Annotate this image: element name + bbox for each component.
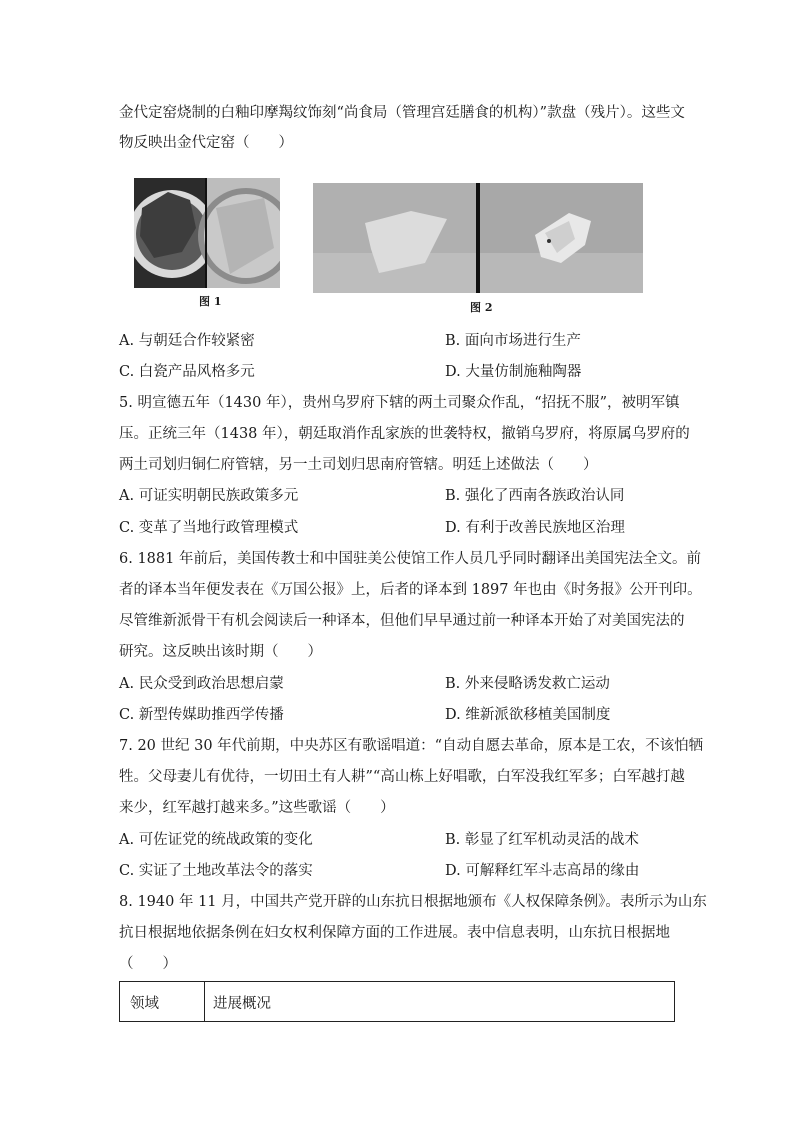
q4-option-d[interactable]: D. 大量仿制施釉陶器 <box>445 364 582 380</box>
q6-option-a[interactable]: A. 民众受到政治思想启蒙 <box>119 676 284 692</box>
q7-option-d[interactable]: D. 可解释红军斗志高昂的缘由 <box>445 863 640 879</box>
q5-option-d[interactable]: D. 有利于改善民族地区治理 <box>445 520 625 536</box>
q7-option-a[interactable]: A. 可佐证党的统战政策的变化 <box>119 832 313 848</box>
q7-stem-line-1: 7. 20 世纪 30 年代前期，中央苏区有歌谣唱道：“自动自愿去革命，原本是工农，不该怕牺 <box>119 738 704 754</box>
q7-stem-line-3: 来少，红军越打越来多。”这些歌谣（ ） <box>119 800 395 816</box>
q8-stem-line-2: 抗日根据地依据条例在妇女权利保障方面的工作进展。表中信息表明，山东抗日根据地 <box>119 925 670 941</box>
q5-stem-line-3: 两土司划归铜仁府管辖，另一土司划归思南府管辖。明廷上述做法（ ） <box>119 457 598 473</box>
figure-2-image <box>313 183 643 293</box>
figure-2-photo <box>313 183 643 293</box>
q5-option-a[interactable]: A. 可证实明朝民族政策多元 <box>119 488 299 504</box>
q6-option-b[interactable]: B. 外来侵略诱发救亡运动 <box>445 676 610 692</box>
q5-stem-line-2: 压。正统三年（1438 年），朝廷取消作乱家族的世袭特权，撤销乌罗府，将原属乌罗府的 <box>119 426 690 442</box>
q6-option-d[interactable]: D. 维新派欲移植美国制度 <box>445 707 611 723</box>
q6-stem-line-3: 尽管维新派骨干有机会阅读后一种译本，但他们早早通过前一种译本开始了对美国宪法的 <box>119 613 685 629</box>
figure-1-caption: 图 1 <box>199 295 222 308</box>
q6-stem-line-4: 研究。这反映出该时期（ ） <box>119 644 322 660</box>
q4-option-a[interactable]: A. 与朝廷合作较紧密 <box>119 333 255 349</box>
q4-option-b[interactable]: B. 面向市场进行生产 <box>445 333 581 349</box>
q5-option-b[interactable]: B. 强化了西南各族政治认同 <box>445 488 625 504</box>
q6-stem-line-2: 者的译本当年便发表在《万国公报》上，后者的译本到 1897 年也由《时务报》公开刊印。 <box>119 582 702 598</box>
q5-stem-line-1: 5. 明宣德五年（1430 年），贵州乌罗府下辖的两土司聚众作乱，“招抚不服”，被明军镇 <box>119 395 680 411</box>
q5-option-c[interactable]: C. 变革了当地行政管理模式 <box>119 520 299 536</box>
q7-stem-line-2: 牲。父母妻儿有优待，一切田土有人耕”“高山栋上好唱歌，白军没我红军多；白军越打越 <box>119 769 685 785</box>
q4-stem-line-1: 金代定窑烧制的白釉印摩羯纹饰刻“尚食局（管理宫廷膳食的机构）”款盘（残片）。这些文 <box>119 105 685 121</box>
q7-option-c[interactable]: C. 实证了土地改革法令的落实 <box>119 863 313 879</box>
q8-stem-line-1: 8. 1940 年 11 月，中国共产党开辟的山东抗日根据地颁布《人权保障条例》。表所示为山东 <box>119 894 707 910</box>
q8-stem-line-3: （ ） <box>119 956 177 972</box>
figure-1-image <box>134 178 280 288</box>
q4-stem-line-2: 物反映出金代定窑（ ） <box>119 135 293 151</box>
q8-table-header-field: 领域 <box>120 982 205 1021</box>
q6-option-c[interactable]: C. 新型传媒助推西学传播 <box>119 707 284 723</box>
q7-option-b[interactable]: B. 彰显了红军机动灵活的战术 <box>445 832 639 848</box>
q8-table <box>119 981 675 1022</box>
figure-2-caption: 图 2 <box>470 301 493 314</box>
q6-stem-line-1: 6. 1881 年前后，美国传教士和中国驻美公使馆工作人员几乎同时翻译出美国宪法全文。前 <box>119 551 701 567</box>
q4-option-c[interactable]: C. 白瓷产品风格多元 <box>119 364 255 380</box>
q8-table-header-progress: 进展概况 <box>213 996 271 1012</box>
figure-1-photo <box>134 178 280 288</box>
